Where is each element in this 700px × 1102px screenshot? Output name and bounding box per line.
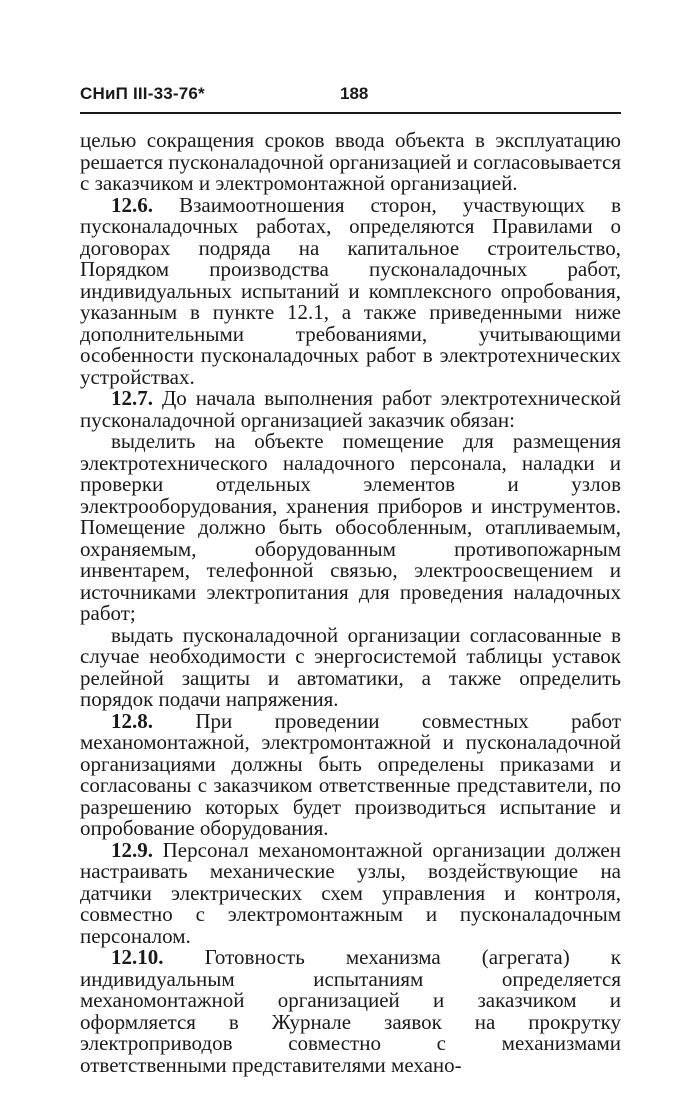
paragraph-text: При проведении совместных работ механомонтажной, электромонтажной и пусконаладочной организациями должны быть определены приказами и согласованы с заказчиком ответственные представители, по разрешению которых будет производиться испытание и опробование оборудования. [80,708,621,840]
paragraph-12-6 [80,192,621,389]
paragraph-text: Персонал механомонтажной организации должен настраивать механические узлы, воздействующие на датчики электрических схем управления и контроля, совместно с электромонтажным и пусконаладочным персоналом. [80,837,621,948]
paragraph-12-7-item-2 [80,622,621,711]
paragraph-12-7-item-1 [80,431,621,625]
document-code: СНиП III-33-76* [80,84,205,103]
page-number: 188 [340,84,369,103]
clause-number: 12.7. [111,386,153,410]
clause-number: 12.9. [111,837,153,862]
paragraph-continuation [80,130,621,195]
page-header [80,84,621,108]
paragraph-text: Готовность механизма (агрегата) к индивидуальным испытаниям определяется механомонтажной организацией и заказчиком и оформляется в Журнале заявок на прокрутку электроприводов совместно с механизмами ответственными представителями механо- [80,945,621,1077]
paragraph-12-7 [80,388,621,431]
header-rule [80,112,621,114]
paragraph-text: целью сокращения сроков ввода объекта в эксплуатацию решается пусконаладочной организацией и согласовывается с заказчиком и электромонтажной организацией. [80,128,621,195]
paragraph-text: До начала выполнения работ электротехнической пусконаладочной организацией заказчик обязан: [80,386,621,432]
paragraph-text: выделить на объекте помещение для размещения электротехнического наладочного персонала, наладки и проверки отдельных элементов и узлов электрооборудования, хранения приборов и инструментов. Помещение должно быть обособленным, отапливаемым, охраняемым, оборудованным противопожарным инвентарем, телефонной связью, электроосвещением и источниками электропитания для проведения наладочных работ; [80,429,621,625]
body-text [80,130,621,1076]
paragraph-12-9 [80,837,621,948]
clause-number: 12.8. [111,708,153,733]
paragraph-text: Взаимоотношения сторон, участвующих в пусконаладочных работах, определяются Правилами о договорах подряда на капитальное строительство, Порядком производства пусконаладочных работ, индивидуальных испытаний и комплексного опробования, указанным в пункте 12.1, а также приведенными ниже дополнительными требованиями, учитывающими особенности пусконаладочных работ в электротехнических устройствах. [80,192,621,389]
paragraph-text: выдать пусконаладочной организации согласованные в случае необходимости с энергосистемой таблицы уставок релейной защиты и автоматики, а также определить порядок подачи напряжения. [80,622,621,711]
clause-number: 12.6. [111,192,153,217]
paragraph-12-10 [80,947,621,1076]
paragraph-12-8 [80,708,621,840]
clause-number: 12.10. [111,945,164,969]
